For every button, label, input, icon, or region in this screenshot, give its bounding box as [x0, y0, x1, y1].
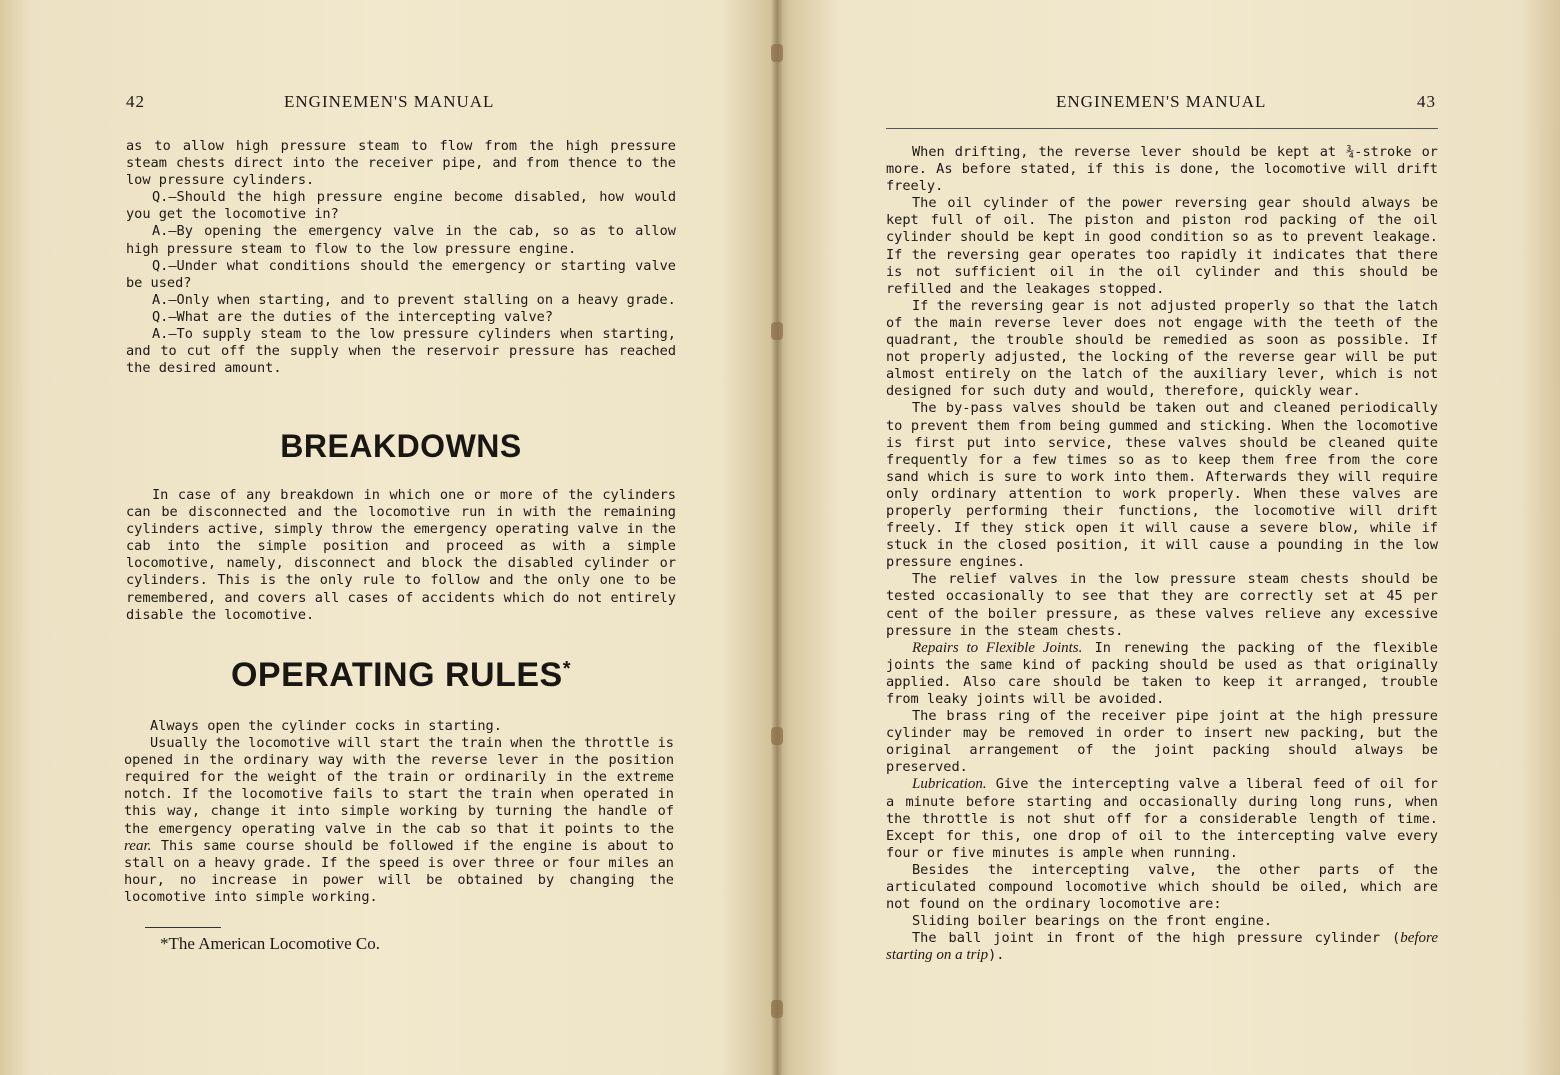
paragraph: If the reversing gear is not adjusted properly so that the latch of the main reverse lever does not engage with the teeth of the quadrant, the trouble should be remedied as soon as possible. If not properly adjusted, the locking of the reverse gear will be put almost entirely on the latch of the auxiliary lever, which is not designed for such duty and would, therefore, quickly wear. [886, 297, 1438, 400]
text-run: The ball joint in front of the high pressure cylinder ( [912, 930, 1401, 947]
paragraph [886, 776, 1438, 861]
page-number: 43 [1417, 92, 1436, 111]
paragraph: When drifting, the reverse lever should be kept at ¾-stroke or more. As before stated, if this is done, the locomotive will drift freely. [886, 144, 1438, 195]
footnote-rule [145, 927, 221, 928]
text-run: In renewing the packing of the flexible joints the same kind of packing should be used as that originally applied. Also care should be taken to keep it arranged, trouble from leaky joints will be avoided. [886, 639, 1438, 707]
paragraph [124, 735, 674, 906]
answer: A.—To supply steam to the low pressure cylinders when starting, and to cut off the supply when the reservoir pressure has reached the desired amount. [126, 326, 676, 377]
heading-text: OPERATING RULES [230, 656, 563, 694]
question: Q.—What are the duties of the intercepting valve? [152, 308, 554, 325]
header-rule [886, 128, 1438, 129]
footnote: *The American Locomotive Co. [160, 934, 380, 953]
breakdowns-text [126, 487, 676, 624]
italic-text: rear. [124, 837, 152, 854]
paragraph [886, 640, 1438, 708]
page-number: 42 [126, 92, 145, 111]
text-run: Usually the locomotive will start the train when the throttle is opened in the ordinary way with the reverse lever in the position required for the weight of the train or ordinarily in the extreme notch. If the locomotive fails to start the train when operated in this way, change it into simple working by turning the handle of the emergency operating valve in the cab so that it points to the [124, 735, 674, 837]
question: Q.—Should the high pressure engine become disabled, how would you get the locomotive in? [126, 189, 676, 223]
running-title: ENGINEMEN'S MANUAL [1056, 92, 1267, 111]
operating-rules-text [124, 718, 674, 906]
paragraph: Besides the intercepting valve, the other parts of the articulated compound locomotive which should be oiled, which are not found on the ordinary locomotive are: [886, 861, 1438, 913]
paragraph: The by-pass valves should be taken out and cleaned periodically to prevent them from being gummed and sticking. When the locomotive is first put into service, these valves should be cleaned quite frequently for a few times so as to keep them free from the core sand which is sure to work into them. Afterwards they will require only ordinary attention to work properly. When these valves are properly performing their functions, the locomotive will drift freely. If they stick open it will cause a severe blow, while if stuck in the closed position, it will cause a pounding in the low pressure engines. [886, 400, 1438, 571]
paragraph: Always open the cylinder cocks in starting. [150, 718, 502, 734]
body-text [886, 144, 1438, 965]
running-title: ENGINEMEN'S MANUAL [284, 92, 495, 111]
question: Q.—Under what conditions should the emergency or starting valve be used? [126, 257, 676, 291]
answer: A.—Only when starting, and to prevent stalling on a heavy grade. [152, 291, 676, 308]
left-page [0, 0, 772, 1075]
paragraph: In case of any breakdown in which one or more of the cylinders can be disconnected and the locomotive run in with the remaining cylinders active, simply throw the emergency operating valve in the cab into the simple position and proceed as with a simple locomotive, namely, disconnect and block the disabled cylinder or cylinders. This is the only rule to follow and the only one to be remembered, and covers all cases of accidents which do not entirely disable the locomotive. [126, 487, 676, 623]
text-run: Give the intercepting valve a liberal feed of oil for a minute before starting and occasionally during long runs, when the throttle is not shut off for a considerable length of time. Except for this, one drop of oil to the intercepting valve every four or five minutes is ample when running. [886, 776, 1438, 861]
italic-text: Repairs to Flexible Joints. [912, 639, 1083, 656]
section-heading-breakdowns: BREAKDOWNS [280, 428, 522, 464]
paragraph: The relief valves in the low pressure steam chests should be tested occasionally to see that they are correctly set at 45 per cent of the boiler pressure, as these valves relieve any excessive pressure in the steam chests. [886, 571, 1438, 639]
section-heading-operating-rules [126, 656, 676, 695]
intro-text [126, 138, 676, 377]
paragraph: The oil cylinder of the power reversing gear should always be kept full of oil. The piston and piston rod packing of the oil cylinder should be kept in good condition so as to prevent leakage. If the reversing gear operates too rapidly it indicates that there is not sufficient oil in the oil cylinder and this should be refilled and the leakages stopped. [886, 195, 1438, 297]
text-run: ). [988, 947, 1005, 964]
answer: A.—By opening the emergency valve in the cab, so as to allow high pressure steam to flow to the low pressure engine. [126, 223, 676, 257]
book-gutter [772, 0, 782, 1075]
text-run: This same course should be followed if the engine is about to stall on a heavy grade. If the speed is over three or four miles an hour, no increase in power will be obtained by changing the locomotive into simple working. [124, 837, 674, 905]
italic-text: before starting on a trip [886, 930, 1438, 964]
italic-text: Lubrication. [912, 776, 987, 793]
paragraph: The brass ring of the receiver pipe joint at the high pressure cylinder may be removed in order to insert new packing, but the original arrangement of the joint packing should always be preserved. [886, 708, 1438, 776]
list-item: Sliding boiler bearings on the front engine. [912, 913, 1273, 930]
paragraph: as to allow high pressure steam to flow from the high pressure steam chests direct into the receiver pipe, and from thence to the low pressure cylinders. [126, 138, 676, 189]
right-page [782, 0, 1560, 1075]
footnote-mark: * [562, 658, 572, 680]
list-item [886, 930, 1438, 964]
